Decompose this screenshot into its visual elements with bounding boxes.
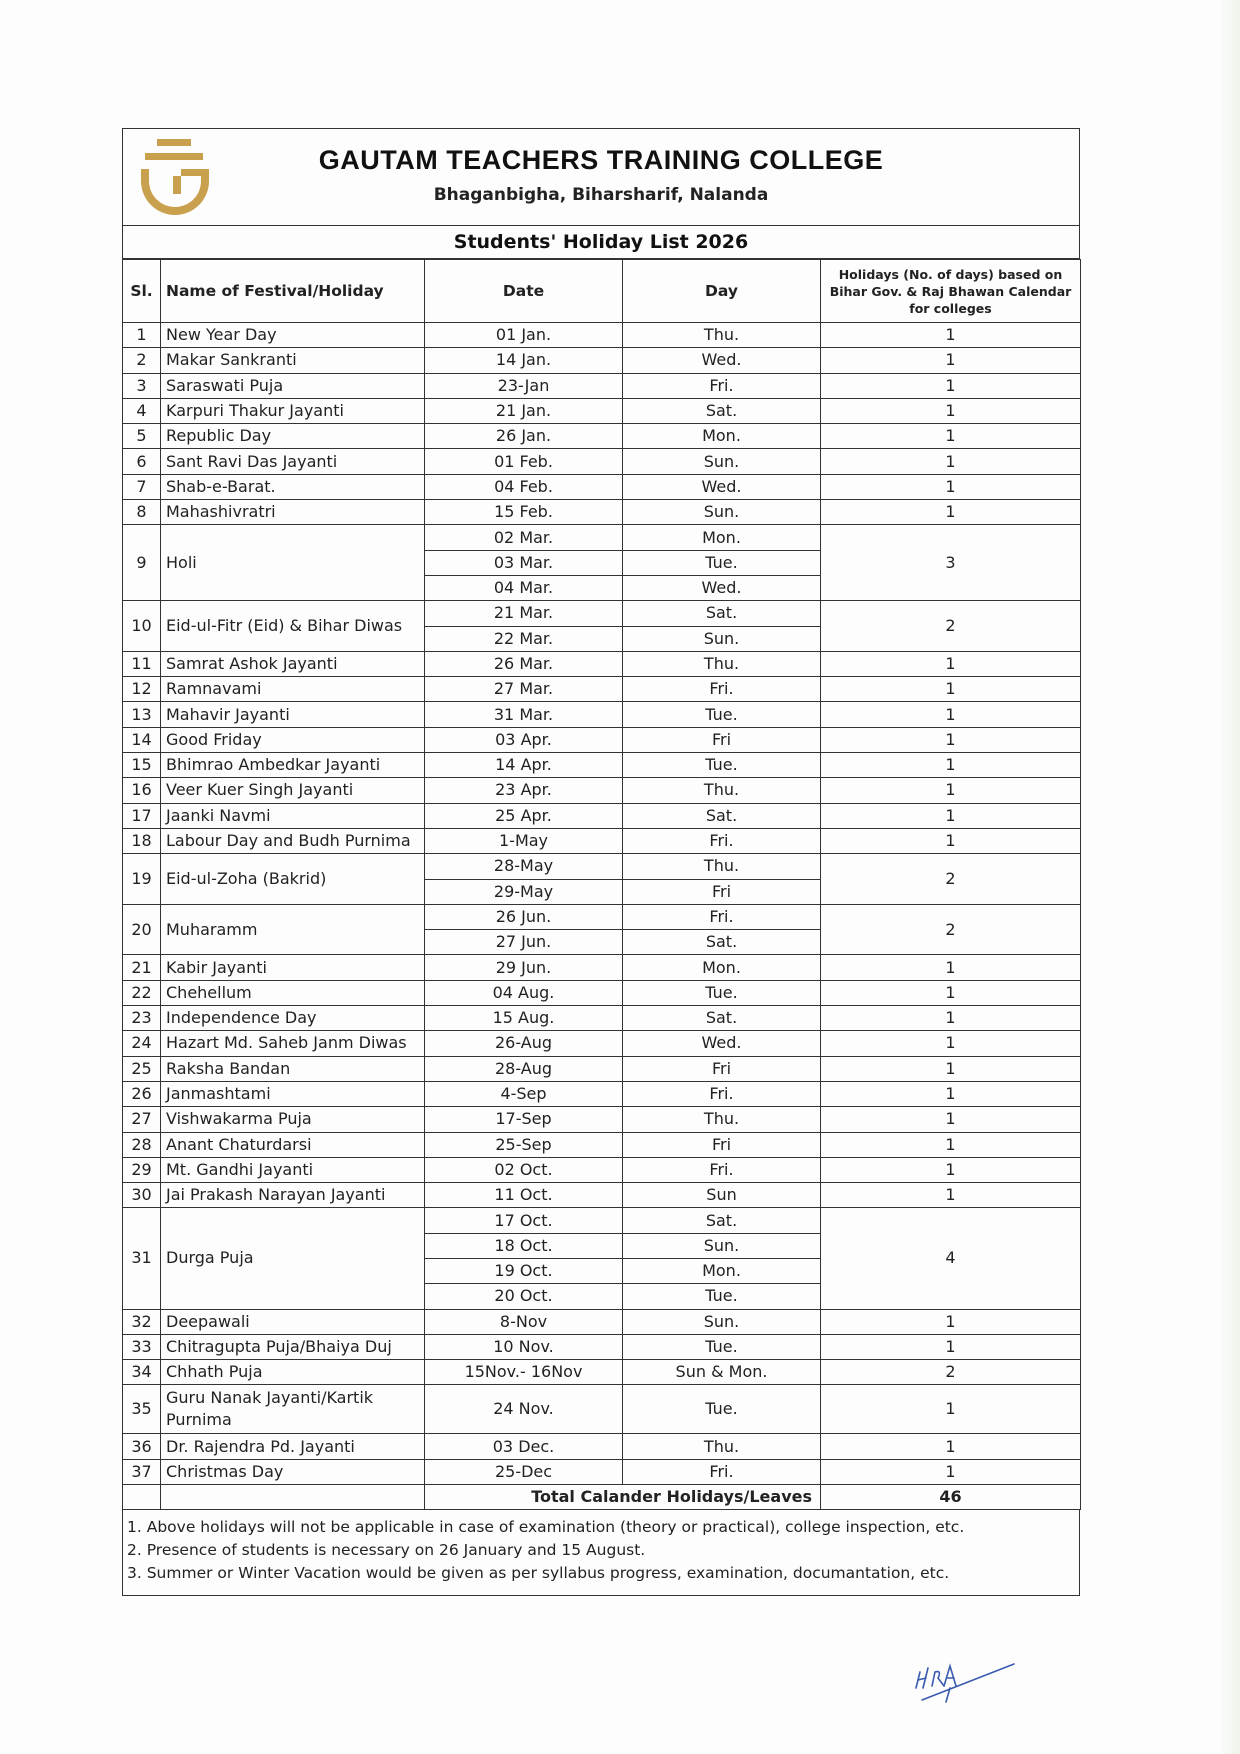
holiday-count: 1 [821, 753, 1081, 778]
table-row [123, 1157, 1081, 1182]
holiday-day: Tue. [623, 980, 821, 1005]
serial-number: 24 [123, 1031, 161, 1056]
serial-number: 22 [123, 980, 161, 1005]
holiday-count: 2 [821, 854, 1081, 905]
serial-number: 33 [123, 1334, 161, 1359]
serial-number: 29 [123, 1157, 161, 1182]
festival-name: Karpuri Thakur Jayanti [161, 398, 425, 423]
festival-name: Republic Day [161, 424, 425, 449]
holiday-day: Sun. [623, 1233, 821, 1258]
table-row [123, 323, 1081, 348]
column-header-name: Name of Festival/Holiday [161, 260, 425, 323]
serial-number: 36 [123, 1434, 161, 1459]
table-row [123, 1006, 1081, 1031]
holiday-date: 21 Mar. [425, 601, 623, 626]
festival-name: Independence Day [161, 1006, 425, 1031]
column-header-holidays: Holidays (No. of days) based on Bihar Gov. & Raj Bhawan Calendar for colleges [821, 260, 1081, 323]
serial-number: 26 [123, 1081, 161, 1106]
serial-number: 37 [123, 1459, 161, 1484]
total-empty-cell [161, 1485, 425, 1510]
holiday-day: Sat. [623, 398, 821, 423]
column-header-sl: Sl. [123, 260, 161, 323]
festival-name: Bhimrao Ambedkar Jayanti [161, 753, 425, 778]
holiday-count: 2 [821, 1360, 1081, 1385]
signature-icon [910, 1658, 1020, 1706]
holiday-date: 25 Apr. [425, 803, 623, 828]
holiday-count: 2 [821, 904, 1081, 955]
college-address: Bhaganbigha, Biharsharif, Nalanda [433, 185, 769, 205]
holiday-date: 03 Dec. [425, 1434, 623, 1459]
holiday-date: 01 Jan. [425, 323, 623, 348]
festival-name: Sant Ravi Das Jayanti [161, 449, 425, 474]
holiday-date: 04 Mar. [425, 575, 623, 600]
holiday-count: 1 [821, 651, 1081, 676]
holiday-day: Sat. [623, 1208, 821, 1233]
festival-name: Chhath Puja [161, 1360, 425, 1385]
festival-name: Hazart Md. Saheb Janm Diwas [161, 1031, 425, 1056]
table-row [123, 727, 1081, 752]
holiday-count: 1 [821, 702, 1081, 727]
table-row [123, 1459, 1081, 1484]
holiday-day: Thu. [623, 1434, 821, 1459]
serial-number: 31 [123, 1208, 161, 1309]
holiday-count: 1 [821, 1385, 1081, 1434]
holiday-count: 1 [821, 500, 1081, 525]
holiday-date: 03 Mar. [425, 550, 623, 575]
holiday-count: 1 [821, 955, 1081, 980]
holiday-day: Fri. [623, 677, 821, 702]
table-row [123, 1208, 1081, 1233]
serial-number: 27 [123, 1107, 161, 1132]
serial-number: 2 [123, 348, 161, 373]
table-row [123, 955, 1081, 980]
holiday-date: 27 Jun. [425, 930, 623, 955]
festival-name: Durga Puja [161, 1208, 425, 1309]
holiday-day: Sun. [623, 500, 821, 525]
festival-name: Ramnavami [161, 677, 425, 702]
festival-name: Dr. Rajendra Pd. Jayanti [161, 1434, 425, 1459]
holiday-day: Tue. [623, 1385, 821, 1434]
total-row [123, 1485, 1081, 1510]
festival-name: Chitragupta Puja/Bhaiya Duj [161, 1334, 425, 1359]
festival-name: Christmas Day [161, 1459, 425, 1484]
holiday-date: 26-Aug [425, 1031, 623, 1056]
serial-number: 11 [123, 651, 161, 676]
holiday-day: Fri. [623, 1157, 821, 1182]
holiday-day: Fri [623, 727, 821, 752]
serial-number: 30 [123, 1183, 161, 1208]
holiday-day: Tue. [623, 1284, 821, 1309]
table-row [123, 449, 1081, 474]
serial-number: 14 [123, 727, 161, 752]
holiday-count: 1 [821, 398, 1081, 423]
holiday-count: 1 [821, 373, 1081, 398]
holiday-count: 1 [821, 1107, 1081, 1132]
holiday-date: 8-Nov [425, 1309, 623, 1334]
holiday-count: 1 [821, 424, 1081, 449]
holiday-day: Fri. [623, 373, 821, 398]
holiday-date: 4-Sep [425, 1081, 623, 1106]
festival-name: Muharamm [161, 904, 425, 955]
serial-number: 28 [123, 1132, 161, 1157]
holiday-date: 15Nov.- 16Nov [425, 1360, 623, 1385]
holiday-day: Tue. [623, 702, 821, 727]
holiday-count: 1 [821, 474, 1081, 499]
serial-number: 32 [123, 1309, 161, 1334]
festival-name: Anant Chaturdarsi [161, 1132, 425, 1157]
festival-name: Vishwakarma Puja [161, 1107, 425, 1132]
table-row [123, 601, 1081, 626]
serial-number: 3 [123, 373, 161, 398]
festival-name: Good Friday [161, 727, 425, 752]
holiday-count: 1 [821, 677, 1081, 702]
holiday-day: Thu. [623, 778, 821, 803]
holiday-date: 10 Nov. [425, 1334, 623, 1359]
table-row [123, 1334, 1081, 1359]
holiday-day: Fri. [623, 1459, 821, 1484]
festival-name: Shab-e-Barat. [161, 474, 425, 499]
holiday-date: 14 Apr. [425, 753, 623, 778]
serial-number: 6 [123, 449, 161, 474]
table-row [123, 1183, 1081, 1208]
holiday-date: 15 Feb. [425, 500, 623, 525]
serial-number: 19 [123, 854, 161, 905]
holiday-count: 1 [821, 803, 1081, 828]
note-item: 1. Above holidays will not be applicable in case of examination (theory or practical), college inspection, etc. [127, 1518, 965, 1537]
holiday-date: 20 Oct. [425, 1284, 623, 1309]
page-edge-shade [1218, 0, 1240, 1754]
holiday-date: 28-Aug [425, 1056, 623, 1081]
holiday-date: 11 Oct. [425, 1183, 623, 1208]
total-value: 46 [821, 1485, 1081, 1510]
serial-number: 34 [123, 1360, 161, 1385]
holiday-count: 1 [821, 1132, 1081, 1157]
table-row [123, 1360, 1081, 1385]
holiday-day: Wed. [623, 348, 821, 373]
holiday-day: Sun [623, 1183, 821, 1208]
festival-name: Chehellum [161, 980, 425, 1005]
serial-number: 1 [123, 323, 161, 348]
holiday-day: Fri. [623, 828, 821, 853]
serial-number: 10 [123, 601, 161, 652]
serial-number: 15 [123, 753, 161, 778]
table-row [123, 1434, 1081, 1459]
holiday-count: 1 [821, 1183, 1081, 1208]
festival-name: New Year Day [161, 323, 425, 348]
note-item: 2. Presence of students is necessary on 26 January and 15 August. [127, 1541, 646, 1560]
table-row [123, 980, 1081, 1005]
serial-number: 18 [123, 828, 161, 853]
holiday-day: Sun. [623, 626, 821, 651]
table-row [123, 398, 1081, 423]
holiday-count: 1 [821, 1056, 1081, 1081]
serial-number: 13 [123, 702, 161, 727]
holiday-date: 28-May [425, 854, 623, 879]
table-row [123, 500, 1081, 525]
table-row [123, 348, 1081, 373]
document-title: Students' Holiday List 2026 [122, 225, 1080, 259]
holiday-date: 26 Jun. [425, 904, 623, 929]
serial-number: 4 [123, 398, 161, 423]
holiday-date: 19 Oct. [425, 1258, 623, 1283]
table-row [123, 373, 1081, 398]
college-name: GAUTAM TEACHERS TRAINING COLLEGE [318, 145, 884, 175]
festival-name: Raksha Bandan [161, 1056, 425, 1081]
festival-name: Janmashtami [161, 1081, 425, 1106]
holiday-count: 1 [821, 1006, 1081, 1031]
serial-number: 5 [123, 424, 161, 449]
holiday-count: 1 [821, 1459, 1081, 1484]
festival-name: Saraswati Puja [161, 373, 425, 398]
holiday-date: 23 Apr. [425, 778, 623, 803]
table-row [123, 828, 1081, 853]
holiday-date: 23-Jan [425, 373, 623, 398]
serial-number: 25 [123, 1056, 161, 1081]
serial-number: 23 [123, 1006, 161, 1031]
holiday-date: 15 Aug. [425, 1006, 623, 1031]
holiday-day: Wed. [623, 474, 821, 499]
holiday-date: 21 Jan. [425, 398, 623, 423]
table-row [123, 1081, 1081, 1106]
holiday-day: Fri [623, 879, 821, 904]
total-empty-cell [123, 1485, 161, 1510]
holiday-count: 1 [821, 1031, 1081, 1056]
holiday-count: 1 [821, 1081, 1081, 1106]
holiday-date: 17-Sep [425, 1107, 623, 1132]
holiday-count: 1 [821, 348, 1081, 373]
holiday-day: Fri [623, 1056, 821, 1081]
holiday-date: 26 Mar. [425, 651, 623, 676]
festival-name: Labour Day and Budh Purnima [161, 828, 425, 853]
holiday-day: Sat. [623, 1006, 821, 1031]
serial-number: 9 [123, 525, 161, 601]
table-row [123, 651, 1081, 676]
serial-number: 20 [123, 904, 161, 955]
festival-name: Eid-ul-Fitr (Eid) & Bihar Diwas [161, 601, 425, 652]
holiday-day: Wed. [623, 575, 821, 600]
holiday-date: 01 Feb. [425, 449, 623, 474]
notes-section [122, 1510, 1080, 1596]
holiday-day: Sun. [623, 449, 821, 474]
holiday-date: 04 Feb. [425, 474, 623, 499]
column-header-date: Date [425, 260, 623, 323]
holiday-day: Tue. [623, 1334, 821, 1359]
serial-number: 7 [123, 474, 161, 499]
holiday-day: Mon. [623, 525, 821, 550]
holiday-date: 25-Sep [425, 1132, 623, 1157]
festival-name: Samrat Ashok Jayanti [161, 651, 425, 676]
column-header-day: Day [623, 260, 821, 323]
holiday-date: 17 Oct. [425, 1208, 623, 1233]
holiday-day: Tue. [623, 753, 821, 778]
holiday-date: 27 Mar. [425, 677, 623, 702]
holiday-day: Mon. [623, 424, 821, 449]
festival-name: Holi [161, 525, 425, 601]
table-row [123, 778, 1081, 803]
holiday-date: 04 Aug. [425, 980, 623, 1005]
holiday-day: Thu. [623, 651, 821, 676]
holiday-list-document [122, 128, 1080, 1596]
holiday-table [122, 259, 1081, 1510]
serial-number: 16 [123, 778, 161, 803]
table-row [123, 803, 1081, 828]
holiday-day: Thu. [623, 854, 821, 879]
holiday-day: Sat. [623, 601, 821, 626]
table-row [123, 1107, 1081, 1132]
holiday-count: 1 [821, 980, 1081, 1005]
holiday-count: 4 [821, 1208, 1081, 1309]
festival-name: Makar Sankranti [161, 348, 425, 373]
holiday-date: 29 Jun. [425, 955, 623, 980]
serial-number: 12 [123, 677, 161, 702]
holiday-day: Thu. [623, 323, 821, 348]
holiday-count: 1 [821, 727, 1081, 752]
holiday-count: 1 [821, 1309, 1081, 1334]
festival-name: Deepawali [161, 1309, 425, 1334]
festival-name: Jai Prakash Narayan Jayanti [161, 1183, 425, 1208]
holiday-date: 29-May [425, 879, 623, 904]
festival-name: Veer Kuer Singh Jayanti [161, 778, 425, 803]
serial-number: 21 [123, 955, 161, 980]
holiday-date: 14 Jan. [425, 348, 623, 373]
holiday-day: Mon. [623, 1258, 821, 1283]
table-row [123, 424, 1081, 449]
serial-number: 8 [123, 500, 161, 525]
table-row [123, 1031, 1081, 1056]
holiday-count: 1 [821, 1157, 1081, 1182]
holiday-count: 1 [821, 828, 1081, 853]
table-body [123, 323, 1081, 1485]
table-row [123, 854, 1081, 879]
holiday-count: 3 [821, 525, 1081, 601]
table-row [123, 1385, 1081, 1434]
table-header-row [123, 260, 1081, 323]
holiday-day: Thu. [623, 1107, 821, 1132]
holiday-day: Wed. [623, 1031, 821, 1056]
table-row [123, 677, 1081, 702]
holiday-date: 24 Nov. [425, 1385, 623, 1434]
total-label: Total Calander Holidays/Leaves [425, 1485, 821, 1510]
note-item: 3. Summer or Winter Vacation would be given as per syllabus progress, examination, documantation, etc. [127, 1564, 950, 1583]
document-header [122, 128, 1080, 225]
table-row [123, 474, 1081, 499]
holiday-day: Sun & Mon. [623, 1360, 821, 1385]
festival-name: Jaanki Navmi [161, 803, 425, 828]
table-row [123, 753, 1081, 778]
holiday-count: 2 [821, 601, 1081, 652]
table-row [123, 1132, 1081, 1157]
holiday-count: 1 [821, 449, 1081, 474]
holiday-date: 18 Oct. [425, 1233, 623, 1258]
holiday-date: 26 Jan. [425, 424, 623, 449]
table-row [123, 1309, 1081, 1334]
holiday-count: 1 [821, 778, 1081, 803]
serial-number: 17 [123, 803, 161, 828]
table-row [123, 702, 1081, 727]
holiday-date: 1-May [425, 828, 623, 853]
holiday-day: Tue. [623, 550, 821, 575]
table-row [123, 1056, 1081, 1081]
holiday-count: 1 [821, 1434, 1081, 1459]
holiday-day: Fri. [623, 1081, 821, 1106]
holiday-date: 02 Oct. [425, 1157, 623, 1182]
holiday-count: 1 [821, 323, 1081, 348]
table-row [123, 525, 1081, 550]
holiday-date: 31 Mar. [425, 702, 623, 727]
holiday-date: 02 Mar. [425, 525, 623, 550]
festival-name: Mt. Gandhi Jayanti [161, 1157, 425, 1182]
holiday-day: Fri. [623, 904, 821, 929]
festival-name: Mahavir Jayanti [161, 702, 425, 727]
holiday-date: 22 Mar. [425, 626, 623, 651]
holiday-count: 1 [821, 1334, 1081, 1359]
holiday-day: Sat. [623, 930, 821, 955]
festival-name: Kabir Jayanti [161, 955, 425, 980]
holiday-day: Mon. [623, 955, 821, 980]
holiday-day: Sun. [623, 1309, 821, 1334]
holiday-day: Sat. [623, 803, 821, 828]
festival-name: Eid-ul-Zoha (Bakrid) [161, 854, 425, 905]
festival-name: Guru Nanak Jayanti/Kartik Purnima [161, 1385, 425, 1434]
holiday-date: 25-Dec [425, 1459, 623, 1484]
festival-name: Mahashivratri [161, 500, 425, 525]
holiday-day: Fri [623, 1132, 821, 1157]
table-row [123, 904, 1081, 929]
holiday-date: 03 Apr. [425, 727, 623, 752]
serial-number: 35 [123, 1385, 161, 1434]
